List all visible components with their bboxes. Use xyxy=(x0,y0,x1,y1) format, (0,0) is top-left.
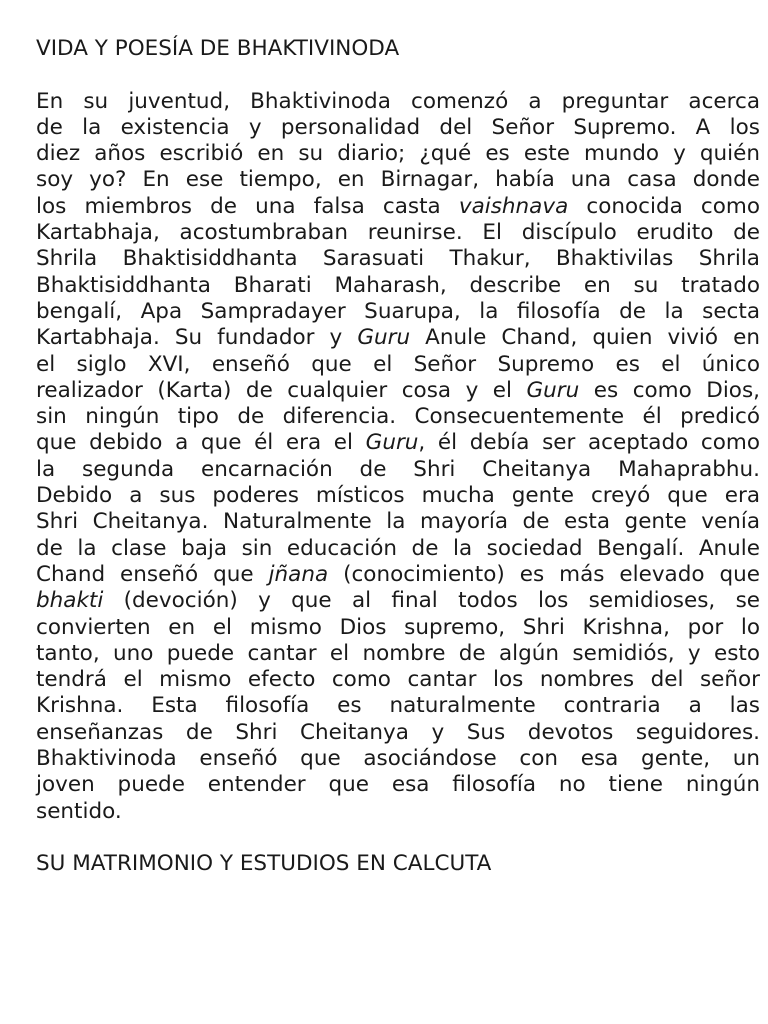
paragraph-line: Bhaktivinoda enseñó que asociándose con esa gente, un xyxy=(36,746,760,772)
document-page xyxy=(36,36,760,878)
paragraph-line: diez años escribió en su diario; ¿qué es este mundo y quién xyxy=(36,141,760,167)
paragraph-line: Shri Cheitanya. Naturalmente la mayoría de esta gente venía xyxy=(36,509,760,535)
italic-term: jñana xyxy=(268,561,329,587)
italic-term: Guru xyxy=(357,325,411,351)
paragraph-line: tanto, uno puede cantar el nombre de algún semidiós, y esto xyxy=(36,640,760,666)
paragraph-line: el siglo XVI, enseñó que el Señor Supremo es el único xyxy=(36,351,760,377)
paragraph-line: bengalí, Apa Sampradayer Suarupa, la filosofía de la secta xyxy=(36,298,760,324)
paragraph-line: realizador (Karta) de cualquier cosa y el Guru es como Dios, xyxy=(36,377,760,403)
paragraph-line: En su juventud, Bhaktivinoda comenzó a preguntar acerca xyxy=(36,88,760,114)
paragraph-line: enseñanzas de Shri Cheitanya y Sus devotos seguidores. xyxy=(36,719,760,745)
paragraph-line: soy yo? En ese tiempo, en Birnagar, había una casa donde xyxy=(36,167,760,193)
paragraph-line: que debido a que él era el Guru, él debía ser aceptado como xyxy=(36,430,760,456)
paragraph-line: Kartabhaja, acostumbraban reunirse. El discípulo erudito de xyxy=(36,220,760,246)
paragraph-line: Shrila Bhaktisiddhanta Sarasuati Thakur, Bhaktivilas Shrila xyxy=(36,246,760,272)
paragraph-line: sin ningún tipo de diferencia. Consecuentemente él predicó xyxy=(36,404,760,430)
paragraph-line: tendrá el mismo efecto como cantar los nombres del señor xyxy=(36,667,760,693)
body-paragraph xyxy=(36,89,760,825)
paragraph-line: de la existencia y personalidad del Señor Supremo. A los xyxy=(36,114,760,140)
section-heading-vida-y-poesia: VIDA Y POESÍA DE BHAKTIVINODA xyxy=(36,36,400,61)
paragraph-line: los miembros de una falsa casta vaishnava conocida como xyxy=(36,193,760,219)
italic-term: Guru xyxy=(526,377,580,403)
paragraph-line: la segunda encarnación de Shri Cheitanya Mahaprabhu. xyxy=(36,456,760,482)
italic-term: bhakti xyxy=(36,588,104,614)
paragraph-line: Chand enseñó que jñana (conocimiento) es más elevado que xyxy=(36,561,761,587)
paragraph-line: Kartabhaja. Su fundador y Guru Anule Chand, quien vivió en xyxy=(36,325,760,351)
paragraph-line: convierten en el mismo Dios supremo, Shri Krishna, por lo xyxy=(36,614,760,640)
paragraph-line: Debido a sus poderes místicos mucha gente creyó que era xyxy=(36,483,760,509)
italic-term: vaishnava xyxy=(458,193,569,219)
italic-term: Guru xyxy=(365,430,419,456)
paragraph-line: Bhaktisiddhanta Bharati Maharash, describe en su tratado xyxy=(36,272,760,298)
section-heading-matrimonio: SU MATRIMONIO Y ESTUDIOS EN CALCUTA xyxy=(36,851,492,877)
paragraph-line: Krishna. Esta filosofía es naturalmente contraria a las xyxy=(36,693,760,719)
paragraph-line: joven puede entender que esa filosofía no tiene ningún xyxy=(36,772,760,798)
paragraph-line: de la clase baja sin educación de la sociedad Bengalí. Anule xyxy=(36,535,760,561)
paragraph-line: sentido. xyxy=(36,798,122,824)
paragraph-line: bhakti (devoción) y que al final todos los semidioses, se xyxy=(36,588,760,614)
